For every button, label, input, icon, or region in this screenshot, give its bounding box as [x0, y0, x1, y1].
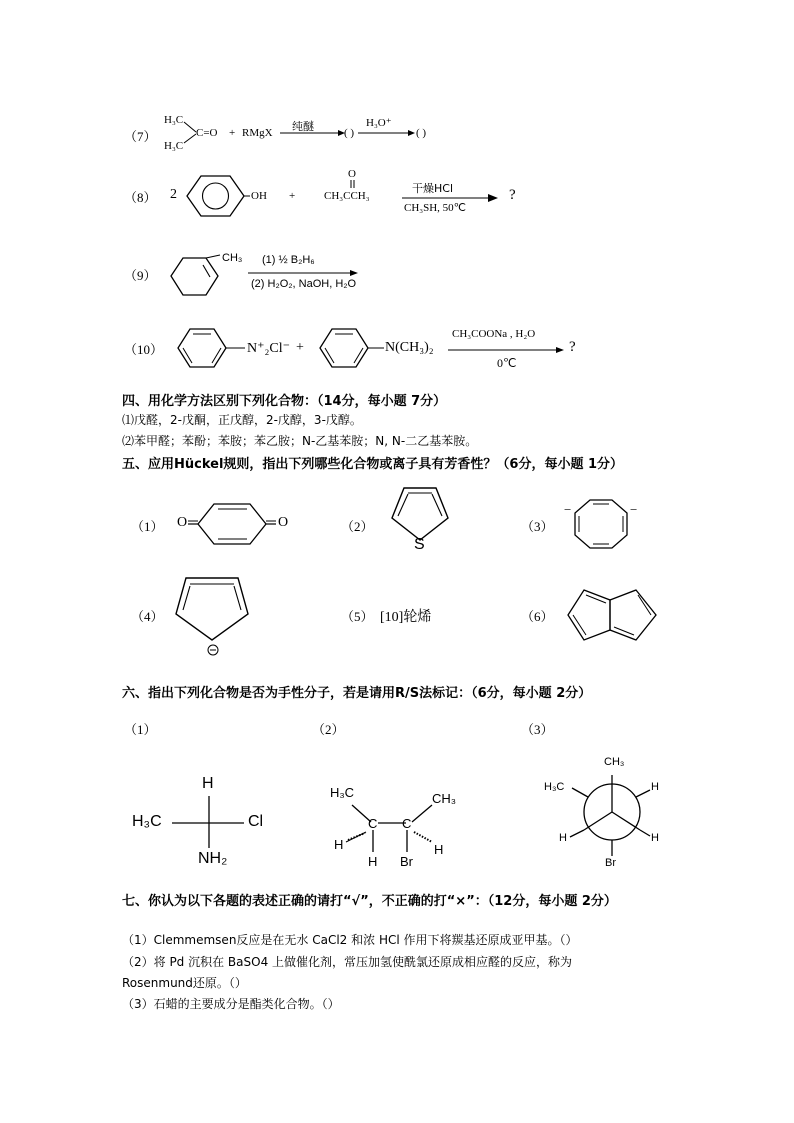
- methyl-group: CH₃: [432, 791, 457, 806]
- reaction-label: （7）: [124, 129, 157, 144]
- methyl-group: H₃C: [164, 114, 184, 126]
- acetone: CH₃CCH₃: [324, 190, 370, 202]
- atom-label: H: [334, 837, 344, 852]
- reagent-label: 干燥HCl: [412, 182, 454, 195]
- negative-charge: −: [630, 502, 638, 517]
- diazonium-salt: N⁺₂Cl⁻: [247, 341, 290, 356]
- methyl-group: H₃C: [132, 813, 162, 830]
- reaction-label: （8）: [124, 190, 157, 205]
- reagent-label: 纯醚: [292, 121, 314, 133]
- plus-sign: +: [289, 190, 296, 202]
- atom-label: H: [651, 781, 659, 793]
- carbonyl-group: C=O: [196, 127, 218, 139]
- atom-label: Br: [605, 857, 616, 869]
- question-item: （1）Clemmemsen反应是在无水 CaCl2 和浓 HCl 作用下将羰基还原成亚甲基。（）: [122, 933, 578, 947]
- methyl-group: CH₃: [222, 252, 243, 264]
- reagent-label: CH₃COONa , H₂O: [452, 328, 536, 340]
- atom-label: H: [651, 832, 659, 844]
- item-label: （5）: [341, 609, 374, 624]
- plus-sign: +: [296, 340, 304, 355]
- plus-sign: +: [229, 127, 236, 139]
- reagent-label: H₃O⁺: [366, 117, 392, 129]
- atom-label: H: [202, 775, 214, 792]
- product-blank: ( ): [416, 127, 427, 139]
- atom-label: Cl: [248, 813, 264, 830]
- reagent-label: (1) ½ B₂H₆: [262, 254, 315, 266]
- hydroxyl-group: OH: [251, 190, 267, 202]
- item-label: （6）: [521, 609, 554, 624]
- reaction-label: （9）: [124, 268, 157, 283]
- sulfur-atom: S: [414, 536, 425, 553]
- amino-group: NH₂: [198, 850, 228, 867]
- methyl-group: H₃C: [544, 781, 565, 793]
- atom-label: Br: [400, 854, 413, 869]
- unknown-product: ?: [569, 339, 576, 355]
- item-label: （2）: [312, 722, 345, 737]
- oxygen-atom: O: [348, 168, 356, 180]
- section-title: 六、指出下列化合物是否为手性分子，若是请用R/S法标记：（6分，每小题 2分）: [122, 686, 592, 701]
- annulene-label: [10]轮烯: [380, 610, 432, 625]
- product-blank: ( ): [344, 127, 355, 139]
- reagent-label: CH₃SH, 50℃: [404, 202, 467, 214]
- item-label: （3）: [521, 722, 554, 737]
- methyl-group: H₃C: [164, 140, 184, 152]
- atom-label: H: [368, 854, 378, 869]
- atom-label: H: [559, 832, 567, 844]
- item-label: （1）: [124, 722, 157, 737]
- question-item: Rosenmund还原。（）: [122, 976, 247, 990]
- item-label: （1）: [131, 519, 164, 534]
- negative-charge: −: [564, 502, 572, 517]
- carbon-atom: C: [402, 816, 412, 831]
- reaction-label: （10）: [124, 342, 164, 357]
- methyl-group: CH₃: [604, 756, 625, 768]
- item-label: （2）: [341, 519, 374, 534]
- dimethylamino-group: N(CH₃)₂: [385, 340, 434, 355]
- section-title: 四、用化学方法区别下列化合物：（14分，每小题 7分）: [122, 394, 447, 409]
- oxygen-atom: O: [278, 515, 289, 530]
- question-item: ⑵苯甲醛；苯酚；苯胺；苯乙胺；N-乙基苯胺；N, N-二乙基苯胺。: [122, 434, 478, 448]
- section-title: 七、你认为以下各题的表述正确的请打“√”，不正确的打“×”：（12分，每小题 2分）: [122, 894, 617, 909]
- carbon-atom: C: [368, 816, 378, 831]
- atom-label: H: [434, 842, 444, 857]
- oxygen-atom: O: [177, 515, 188, 530]
- question-item: （2）将 Pd 沉积在 BaSO4 上做催化剂，常压加氢使酰氯还原成相应醛的反应，称为: [122, 955, 573, 969]
- grignard-reagent: RMgX: [242, 127, 273, 139]
- item-label: （4）: [131, 609, 164, 624]
- section-title: 五、应用Hückel规则，指出下列哪些化合物或离子具有芳香性？（6分，每小题 1分）: [122, 457, 624, 472]
- question-item: （3）石蜡的主要成分是酯类化合物。（）: [122, 997, 340, 1011]
- unknown-product: ?: [509, 187, 516, 203]
- question-item: ⑴戊醛，2-戊酮，正戊醇，2-戊醇，3-戊醇。: [122, 413, 362, 427]
- coefficient: 2: [170, 187, 177, 202]
- reagent-label: 0℃: [497, 356, 517, 370]
- item-label: （3）: [521, 519, 554, 534]
- methyl-group: H₃C: [330, 785, 355, 800]
- reagent-label: (2) H₂O₂, NaOH, H₂O: [251, 278, 357, 290]
